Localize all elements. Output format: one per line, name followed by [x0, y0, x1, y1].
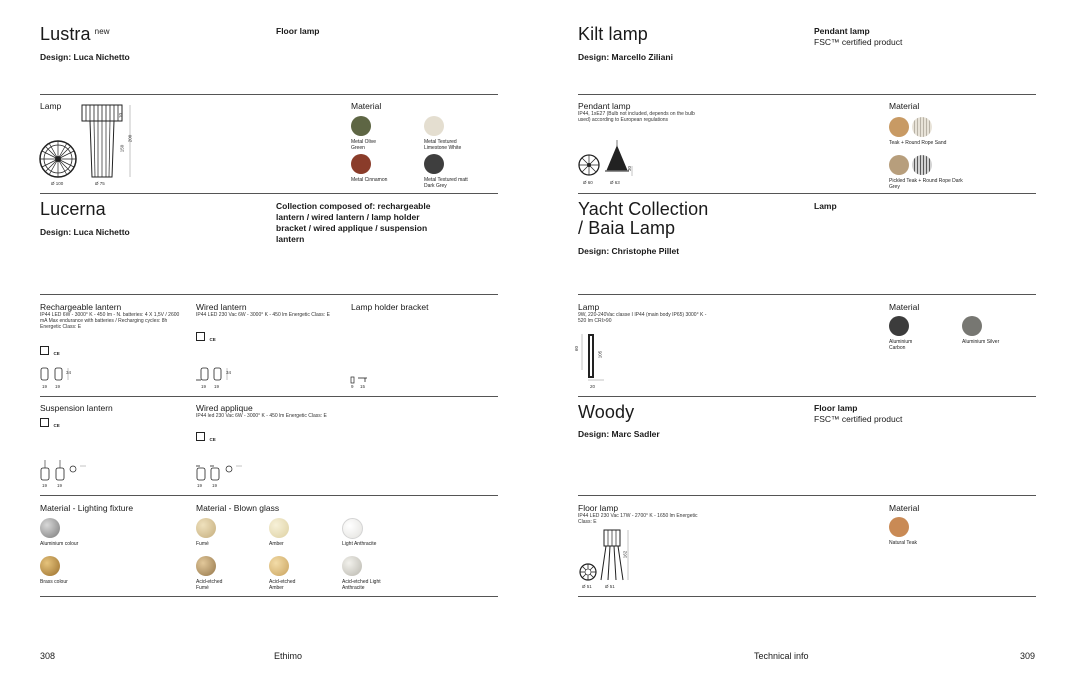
swatch-label: Metal Cinnamon — [351, 177, 388, 183]
applique-drawing — [196, 460, 244, 482]
class-icon — [40, 346, 49, 355]
ce-mark: CE — [209, 337, 216, 342]
swatch-label: Acid-etched Fumé — [196, 579, 223, 591]
suspension-heading: Suspension lantern — [40, 403, 113, 413]
lustra-dim-h1: 150 — [119, 144, 125, 153]
yacht-material-heading: Material — [889, 302, 920, 312]
dim: 15 — [360, 384, 366, 389]
kilt-type: Pendant lamp — [814, 26, 870, 36]
woody-material-heading: Material — [889, 503, 920, 513]
yacht-dim-h1: 60 — [574, 345, 580, 352]
swatch-label: Metal Textured Limestone White — [424, 139, 462, 151]
lustra-lamp-heading: Lamp — [40, 101, 62, 111]
page-number-right: 309 — [1020, 651, 1036, 661]
woody-title: Woody — [578, 402, 635, 422]
swatch-teak — [889, 117, 909, 137]
yacht-type: Lamp — [814, 201, 837, 211]
swatch-rope-dark-grey — [912, 155, 932, 175]
swatch-label: Brass colour — [40, 579, 68, 585]
wired-drawing — [196, 366, 236, 384]
bracket-drawing — [351, 376, 371, 384]
cert-icons — [196, 428, 216, 446]
applique-spec: IP44 led 230 Vac 6W - 3000° K - 450 lm Energetic Class: E — [196, 413, 327, 419]
swatch-label: Metal Olive Green — [351, 139, 377, 151]
class-icon — [196, 432, 205, 441]
lustra-dim-d1: Ø 100 — [51, 181, 64, 186]
dim: 19 — [42, 384, 48, 389]
kilt-dim-d1: Ø 60 — [583, 180, 593, 185]
kilt-designer: Design: Marcello Ziliani — [578, 52, 673, 62]
lustra-type: Floor lamp — [276, 26, 320, 36]
swatch-label: Pickled Teak + Round Rope Dark Grey — [889, 178, 963, 190]
yacht-title-line2: / Baia Lamp — [578, 218, 676, 238]
yacht-lamp-heading: Lamp — [578, 302, 600, 312]
woody-designer: Design: Marc Sadler — [578, 429, 660, 439]
lucerna-collection: Collection composed of: rechargeable lantern / wired lantern / lamp holder bracket / wired applique / suspension lantern — [276, 201, 431, 244]
dim: 19 — [55, 384, 61, 389]
lustra-drawing — [38, 102, 148, 187]
yacht-dim-w: 20 — [590, 384, 596, 389]
rechargeable-spec: IP44 LED 6W - 3000° K - 450 lm - N. batteries: 4 X 1,5V / 2600 mA Max endurance with batteries / Recharging cycles: 8h Energetic Class: E — [40, 312, 180, 330]
divider — [578, 294, 1036, 295]
swatch-label: Acid-etched Light Anthracite — [342, 579, 381, 591]
divider — [578, 193, 1036, 194]
swatch-label: Natural Teak — [889, 540, 917, 546]
rechargeable-drawing — [40, 366, 74, 384]
swatch-amber — [269, 518, 289, 538]
dim: 19 — [42, 483, 48, 488]
swatch-label: Fumé — [196, 541, 209, 547]
cert-icons — [40, 342, 60, 360]
swatch-label: Aluminium colour — [40, 541, 79, 547]
swatch-label: Aluminium Silver — [962, 339, 1000, 345]
kilt-dim-d2: Ø 63 — [610, 180, 620, 185]
divider — [578, 495, 1036, 496]
swatch-cinnamon — [351, 154, 371, 174]
lustra-material-heading: Material — [351, 101, 382, 111]
swatch-limestone-white — [424, 116, 444, 136]
divider — [40, 94, 498, 95]
new-tag: new — [94, 27, 110, 36]
lustra-dim-h2: 200 — [127, 134, 133, 143]
suspension-drawing — [40, 460, 88, 482]
swatch-olive-green — [351, 116, 371, 136]
swatch-acid-light-anthracite — [342, 556, 362, 576]
swatch-natural-teak — [889, 517, 909, 537]
dim: 19 — [214, 384, 220, 389]
woody-dim-d1: Ø 51 — [582, 584, 592, 589]
glass-heading: Material - Blown glass — [196, 503, 280, 513]
dim: 19 — [197, 483, 203, 488]
swatch-label: Amber — [269, 541, 284, 547]
swatch-light-anthracite — [342, 518, 363, 539]
lustra-dim-d2: Ø 75 — [95, 181, 105, 186]
applique-heading: Wired applique — [196, 403, 253, 413]
kilt-lamp-heading: Pendant lamp — [578, 101, 631, 111]
yacht-designer: Design: Christophe Pillet — [578, 246, 680, 256]
kilt-cert-note: FSC™ certified product — [814, 37, 903, 47]
lustra-designer: Design: Luca Nichetto — [40, 52, 130, 62]
woody-dim-d2: Ø 51 — [605, 584, 615, 589]
class-icon — [196, 332, 205, 341]
lustra-dim-h3: 10 — [118, 112, 124, 119]
yacht-title-line1: Yacht Collection — [578, 199, 709, 219]
swatch-brass — [40, 556, 60, 576]
swatch-label: Teak + Round Rope Sand — [889, 140, 947, 146]
wired-spec: IP44 LED 230 Vac 6W - 3000° K - 450 lm Energetic Class: E — [196, 312, 330, 318]
swatch-dark-grey — [424, 154, 444, 174]
wired-heading: Wired lantern — [196, 302, 247, 312]
lustra-title: Lustra $^{new}$ — [40, 24, 110, 44]
page-number-left: 308 — [40, 651, 56, 661]
dim: 34 — [66, 370, 72, 375]
swatch-label: Acid-etched Amber — [269, 579, 296, 591]
woody-lamp-heading: Floor lamp — [578, 503, 619, 513]
dim: 19 — [57, 483, 63, 488]
divider — [578, 94, 1036, 95]
divider — [578, 596, 1036, 597]
swatch-silver — [962, 316, 982, 336]
dim: 9 — [351, 384, 354, 389]
ce-mark: CE — [53, 423, 60, 428]
lucerna-designer: Design: Luca Nichetto — [40, 227, 130, 237]
woody-type: Floor lamp — [814, 403, 858, 413]
swatch-carbon — [889, 316, 909, 336]
cert-icons — [40, 414, 60, 432]
class-icon — [40, 418, 49, 427]
kilt-drawing — [578, 140, 638, 178]
divider — [40, 193, 498, 194]
cert-icons — [196, 328, 216, 346]
yacht-dim-h2: 105 — [597, 350, 603, 359]
swatch-label: Aluminium Carbon — [889, 339, 913, 351]
kilt-material-heading: Material — [889, 101, 920, 111]
footer-section: Technical info — [754, 651, 809, 661]
yacht-spec: 9W, 220-240Vac classe I IP44 (main body IP65) 3000° K - 520 lm CRI>90 — [578, 312, 707, 324]
bracket-heading: Lamp holder bracket — [351, 302, 429, 312]
woody-drawing — [578, 528, 638, 582]
woody-spec: IP44 LED 230 Vac 17W - 2700° K - 1650 lm Energetic Class: E — [578, 513, 698, 525]
lucerna-title: Lucerna — [40, 199, 106, 219]
dim: 19 — [201, 384, 207, 389]
divider — [40, 596, 498, 597]
ce-mark: CE — [53, 351, 60, 356]
swatch-label: Metal Textured matt Dark Grey — [424, 177, 468, 189]
kilt-title: Kilt lamp — [578, 24, 648, 44]
swatch-acid-amber — [269, 556, 289, 576]
swatch-pickled-teak — [889, 155, 909, 175]
dim: 19 — [212, 483, 218, 488]
yacht-drawing — [578, 330, 608, 382]
fixture-heading: Material - Lighting fixture — [40, 503, 134, 513]
woody-cert-note: FSC™ certified product — [814, 414, 903, 424]
divider — [40, 294, 498, 295]
kilt-dim-h: 30 — [627, 165, 633, 172]
divider — [40, 396, 498, 397]
swatch-rope-sand — [912, 117, 932, 137]
swatch-fume — [196, 518, 216, 538]
kilt-spec: IP44, 1xE27 (Bulb not included, depends on the bulb used) according to European regulations — [578, 111, 695, 123]
swatch-acid-fume — [196, 556, 216, 576]
ce-mark: CE — [209, 437, 216, 442]
footer-brand: Ethimo — [274, 651, 303, 661]
divider — [40, 495, 498, 496]
swatch-aluminium — [40, 518, 60, 538]
divider — [578, 396, 1036, 397]
woody-dim-h: 162 — [622, 550, 628, 559]
dim: 34 — [226, 370, 232, 375]
rechargeable-heading: Rechargeable lantern — [40, 302, 122, 312]
swatch-label: Light Anthracite — [342, 541, 377, 547]
